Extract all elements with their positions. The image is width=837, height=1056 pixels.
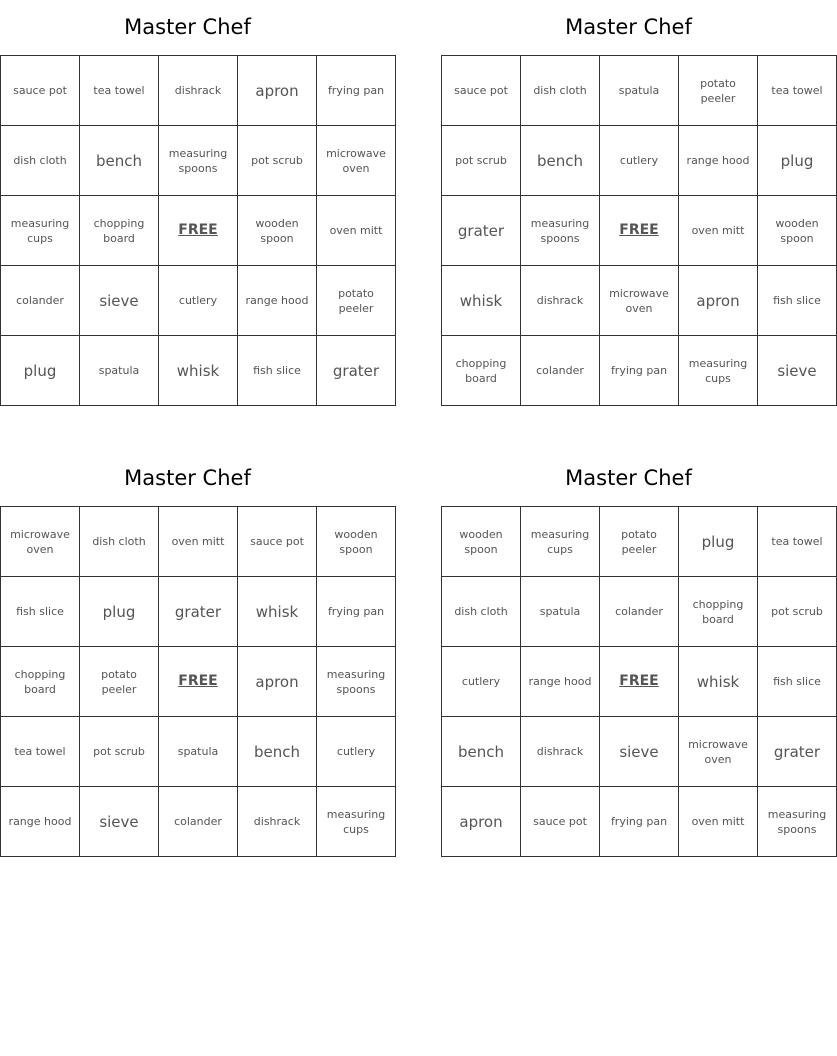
bingo-cell: bench (238, 717, 317, 787)
bingo-grid (0, 55, 396, 406)
bingo-cell: grater (159, 577, 238, 647)
bingo-row (442, 717, 837, 787)
bingo-cell: potato peeler (600, 507, 679, 577)
bingo-cell: microwave oven (317, 126, 396, 196)
free-space-cell: FREE (600, 647, 679, 717)
free-space-cell: FREE (600, 196, 679, 266)
bingo-cell: fish slice (238, 336, 317, 406)
bingo-cell: tea towel (80, 56, 159, 126)
bingo-cell: cutlery (442, 647, 521, 717)
bingo-grid (0, 506, 396, 857)
bingo-row (1, 126, 396, 196)
bingo-cell: bench (442, 717, 521, 787)
bingo-cell: measuring spoons (317, 647, 396, 717)
bingo-cell: cutlery (159, 266, 238, 336)
bingo-cell: apron (679, 266, 758, 336)
bingo-row (1, 336, 396, 406)
bingo-cell: wooden spoon (442, 507, 521, 577)
bingo-cell: apron (442, 787, 521, 857)
bingo-cell: sauce pot (238, 507, 317, 577)
bingo-cell: oven mitt (679, 787, 758, 857)
bingo-cell: spatula (600, 56, 679, 126)
bingo-cell: frying pan (600, 787, 679, 857)
bingo-cell: chopping board (1, 647, 80, 717)
bingo-cell: measuring cups (317, 787, 396, 857)
bingo-cell: dishrack (238, 787, 317, 857)
bingo-cell: dishrack (521, 266, 600, 336)
bingo-cell: colander (521, 336, 600, 406)
bingo-cell: apron (238, 647, 317, 717)
bingo-cell: fish slice (758, 647, 837, 717)
bingo-row (442, 647, 837, 717)
card-title: Master Chef (565, 15, 692, 39)
bingo-cell: whisk (159, 336, 238, 406)
bingo-cell: range hood (1, 787, 80, 857)
bingo-row (1, 266, 396, 336)
bingo-cell: sauce pot (442, 56, 521, 126)
card-title: Master Chef (124, 15, 251, 39)
bingo-cell: pot scrub (442, 126, 521, 196)
bingo-cell: measuring spoons (758, 787, 837, 857)
bingo-cell: measuring cups (679, 336, 758, 406)
bingo-cell: oven mitt (159, 507, 238, 577)
bingo-cell: measuring spoons (521, 196, 600, 266)
bingo-grid (441, 55, 837, 406)
bingo-row (1, 196, 396, 266)
bingo-cell: sieve (758, 336, 837, 406)
free-space-cell: FREE (159, 647, 238, 717)
bingo-row (442, 196, 837, 266)
bingo-row (1, 647, 396, 717)
bingo-cell: cutlery (600, 126, 679, 196)
bingo-cell: range hood (521, 647, 600, 717)
bingo-row (1, 577, 396, 647)
bingo-cell: dishrack (521, 717, 600, 787)
bingo-row (442, 56, 837, 126)
bingo-row (1, 787, 396, 857)
bingo-cell: range hood (679, 126, 758, 196)
bingo-cell: fish slice (758, 266, 837, 336)
bingo-cell: frying pan (600, 336, 679, 406)
bingo-cell: pot scrub (80, 717, 159, 787)
bingo-cell: wooden spoon (238, 196, 317, 266)
bingo-row (442, 577, 837, 647)
bingo-cell: potato peeler (679, 56, 758, 126)
bingo-cell: apron (238, 56, 317, 126)
bingo-cell: oven mitt (317, 196, 396, 266)
bingo-cell: wooden spoon (317, 507, 396, 577)
bingo-cell: potato peeler (80, 647, 159, 717)
bingo-cell: microwave oven (1, 507, 80, 577)
bingo-cell: range hood (238, 266, 317, 336)
bingo-cell: colander (600, 577, 679, 647)
card-title: Master Chef (565, 466, 692, 490)
bingo-cell: bench (80, 126, 159, 196)
bingo-cell: oven mitt (679, 196, 758, 266)
bingo-cell: colander (159, 787, 238, 857)
bingo-cell: frying pan (317, 56, 396, 126)
bingo-cell: sauce pot (1, 56, 80, 126)
bingo-cell: tea towel (758, 507, 837, 577)
bingo-cell: dish cloth (442, 577, 521, 647)
bingo-cell: microwave oven (600, 266, 679, 336)
bingo-cell: whisk (679, 647, 758, 717)
bingo-cell: dish cloth (80, 507, 159, 577)
bingo-cell: colander (1, 266, 80, 336)
bingo-row (442, 336, 837, 406)
bingo-cell: dish cloth (1, 126, 80, 196)
bingo-cell: plug (679, 507, 758, 577)
bingo-cell: sieve (600, 717, 679, 787)
bingo-row (1, 56, 396, 126)
bingo-cell: spatula (521, 577, 600, 647)
bingo-cell: plug (80, 577, 159, 647)
bingo-cell: whisk (238, 577, 317, 647)
bingo-cell: frying pan (317, 577, 396, 647)
bingo-cell: measuring cups (521, 507, 600, 577)
bingo-cell: measuring spoons (159, 126, 238, 196)
bingo-cell: sieve (80, 787, 159, 857)
bingo-cell: wooden spoon (758, 196, 837, 266)
bingo-row (442, 787, 837, 857)
bingo-row (442, 266, 837, 336)
bingo-cell: grater (758, 717, 837, 787)
bingo-cell: pot scrub (758, 577, 837, 647)
bingo-cell: bench (521, 126, 600, 196)
bingo-row (1, 507, 396, 577)
bingo-cell: chopping board (442, 336, 521, 406)
bingo-cell: plug (758, 126, 837, 196)
bingo-cell: microwave oven (679, 717, 758, 787)
bingo-row (442, 507, 837, 577)
bingo-cell: sauce pot (521, 787, 600, 857)
bingo-cell: measuring cups (1, 196, 80, 266)
bingo-cell: dishrack (159, 56, 238, 126)
bingo-cell: fish slice (1, 577, 80, 647)
bingo-cell: chopping board (80, 196, 159, 266)
bingo-row (1, 717, 396, 787)
bingo-cell: tea towel (1, 717, 80, 787)
free-space-cell: FREE (159, 196, 238, 266)
bingo-cell: grater (317, 336, 396, 406)
bingo-cell: potato peeler (317, 266, 396, 336)
bingo-cell: whisk (442, 266, 521, 336)
bingo-cell: spatula (159, 717, 238, 787)
bingo-cell: sieve (80, 266, 159, 336)
bingo-cell: pot scrub (238, 126, 317, 196)
bingo-cell: dish cloth (521, 56, 600, 126)
bingo-row (442, 126, 837, 196)
bingo-cell: plug (1, 336, 80, 406)
card-title: Master Chef (124, 466, 251, 490)
bingo-cell: cutlery (317, 717, 396, 787)
bingo-cell: chopping board (679, 577, 758, 647)
bingo-cell: spatula (80, 336, 159, 406)
bingo-cell: grater (442, 196, 521, 266)
bingo-cell: tea towel (758, 56, 837, 126)
bingo-grid (441, 506, 837, 857)
